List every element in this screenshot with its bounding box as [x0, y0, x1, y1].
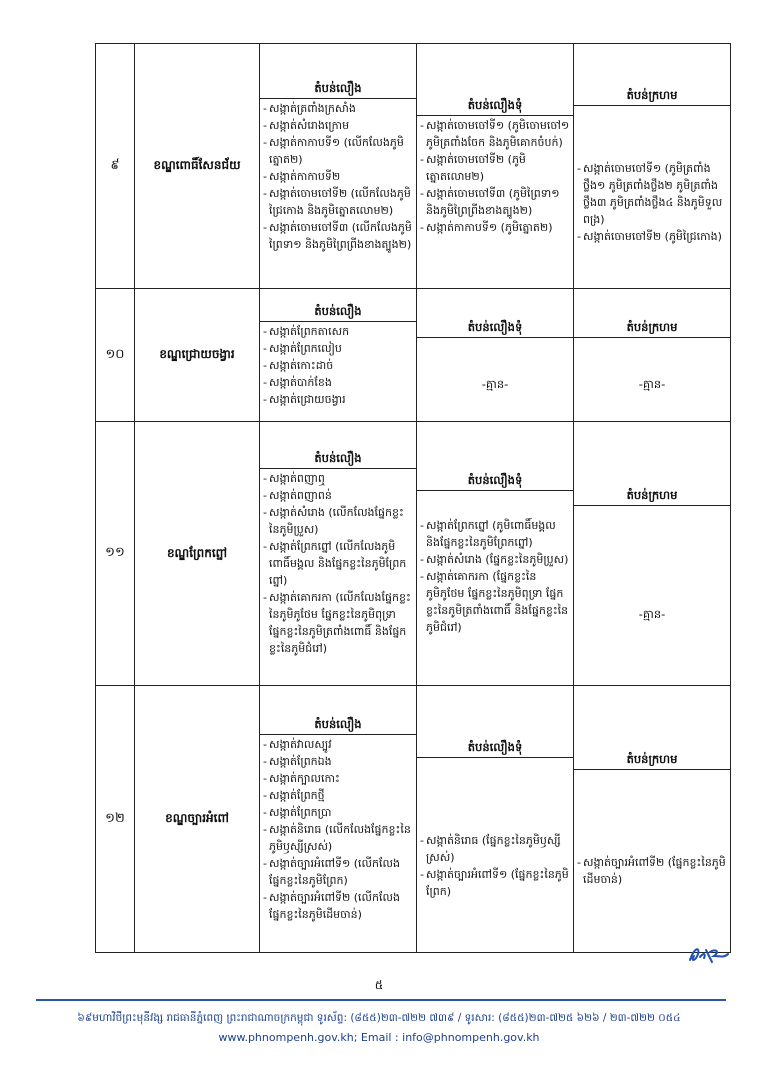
list-item: - សង្កាត់កាកាបទី១ (លើកលែងភូមិត្នោត២)	[263, 134, 413, 168]
list-item: - សង្កាត់ពញាពន់	[263, 487, 413, 504]
yellow-zone-header: តំបន់លឿង	[260, 714, 416, 735]
list-item: - សង្កាត់ចោមចៅទី៣ (ភូមិព្រៃទា១ និងភូមិព្រៃព្រីងខាងត្បូង២)	[420, 185, 570, 219]
district-name: ខណ្ឌច្បារអំពៅ	[135, 686, 260, 953]
dark-yellow-zone-header: តំបន់លឿងទុំ	[417, 317, 573, 338]
list-item: - សង្កាត់ព្រែកព្នៅ (លើកលែងភូមិពោធិ៍មង្គល និងផ្នែកខ្លះនៃភូមិព្រែកព្នៅ)	[263, 538, 413, 589]
list-item: - សង្កាត់ចោមចៅទី១ (ភូមិត្រពាំងថ្លឹង១ ភូមិត្រពាំងថ្លឹង២ ភូមិត្រពាំងថ្លឹង៣ ភូមិត្រពាំងថ្លឹង៤ និងភូមិទួលពង្រ)	[577, 160, 727, 228]
list-item: - សង្កាត់ច្បារអំពៅទី២ (លើកលែងផ្នែកខ្លះនៃភូមិដើមចាន់)	[263, 889, 413, 923]
yellow-zone-header: តំបន់លឿង	[260, 301, 416, 322]
list-item: - សង្កាត់ព្រែកថ្មី	[263, 787, 413, 804]
district-name: ខណ្ឌពោធិ៍សែនជ័យ	[135, 44, 260, 289]
district-name: ខណ្ឌព្រែកព្នៅ	[135, 422, 260, 686]
page-number: ៥	[374, 978, 384, 992]
list-item: - សង្កាត់សំរោង (ផ្នែកខ្លះនៃភូមិប្រួស)	[420, 551, 570, 568]
table-row	[96, 44, 731, 289]
red-zone-header: តំបន់ក្រហម	[574, 749, 730, 770]
list-item: - សង្កាត់កាកាបទី២	[263, 168, 413, 185]
dark-yellow-zone-list	[417, 116, 573, 238]
dark-yellow-zone-header: តំបន់លឿងទុំ	[417, 737, 573, 758]
red-zone-cell	[574, 44, 731, 289]
footer-contact: www.phnompenh.gov.kh; Email : info@phnompenh.gov.kh	[218, 1031, 540, 1044]
dark-yellow-zone-header: តំបន់លឿងទុំ	[417, 95, 573, 116]
row-number: ១០	[96, 289, 135, 422]
list-item: - សង្កាត់ចោមចៅទី២ (ភូមិជ្រៃកោង)	[577, 228, 727, 245]
red-zone-header: តំបន់ក្រហម	[574, 485, 730, 506]
list-item: - សង្កាត់កោះដាច់	[263, 357, 413, 374]
dark-yellow-zone-header: តំបន់លឿងទុំ	[417, 470, 573, 491]
list-item: - សង្កាត់គោករកា (ផ្នែកខ្លះនៃភូមិភូថែម ផ្នែកខ្លះនៃភូមិពុទ្រា ផ្នែកខ្លះនៃភូមិត្រពាំងពោធិ៍ និងផ្នែកខ្លះនៃភូមិជំរៅ)	[420, 568, 570, 636]
none-label: -គ្មាន-	[638, 377, 666, 391]
table-row	[96, 422, 731, 686]
list-item: - សង្កាត់កាកាបទី១ (ភូមិត្នោត២)	[420, 219, 570, 236]
list-item: - សង្កាត់និរោធ (ផ្នែកខ្លះនៃភូមិឫស្សីស្រស់)	[420, 832, 570, 866]
list-item: - សង្កាត់ពញាឮ	[263, 470, 413, 487]
yellow-zone-list	[260, 99, 416, 255]
yellow-zone-header: តំបន់លឿង	[260, 448, 416, 469]
dark-yellow-zone-cell	[417, 422, 574, 686]
list-item: - សង្កាត់ចោមចៅទី១ (ភូមិចោមចៅ១ ភូមិត្រពាំងចែក និងភូមិគោកចំបក់)	[420, 117, 570, 151]
yellow-zone-cell	[260, 422, 417, 686]
district-name: ខណ្ឌជ្រោយចង្វារ	[135, 289, 260, 422]
list-item: - សង្កាត់គោករកា (លើកលែងផ្នែកខ្លះនៃភូមិភូថែម ផ្នែកខ្លះនៃភូមិពុទ្រា ផ្នែកខ្លះនៃភូមិត្រពាំងពោធិ៍ និងផ្នែកខ្លះនៃភូមិជំរៅ)	[263, 589, 413, 657]
list-item: - សង្កាត់សំរោងក្រោម	[263, 117, 413, 134]
yellow-zone-list	[260, 735, 416, 925]
table-row	[96, 686, 731, 953]
yellow-zone-cell	[260, 289, 417, 422]
list-item: - សង្កាត់ត្រពាំងក្រសាំង	[263, 100, 413, 117]
yellow-zone-cell	[260, 44, 417, 289]
yellow-zone-list	[260, 322, 416, 410]
yellow-zone-cell	[260, 686, 417, 953]
row-number: ១២	[96, 686, 135, 953]
list-item: - សង្កាត់ព្រែកឯង	[263, 753, 413, 770]
footer-divider	[36, 999, 726, 1001]
list-item: - សង្កាត់និរោធ (លើកលែងផ្នែកខ្លះនៃភូមិឫស្សីស្រស់)	[263, 821, 413, 855]
dark-yellow-zone-list	[417, 491, 573, 638]
row-number: ១១	[96, 422, 135, 686]
yellow-zone-header: តំបន់លឿង	[260, 78, 416, 99]
zone-table	[95, 43, 731, 953]
red-zone-cell	[574, 289, 731, 422]
none-label: -គ្មាន-	[481, 377, 509, 391]
list-item: - សង្កាត់ព្រែកព្នៅ (ភូមិពោធិ៍មង្គល និងផ្នែកខ្លះនៃភូមិព្រែកព្នៅ)	[420, 517, 570, 551]
list-item: - សង្កាត់ព្រែកតាសេក	[263, 323, 413, 340]
list-item: - សង្កាត់សំរោង (លើកលែងផ្នែកខ្លះនៃភូមិប្រួស)	[263, 504, 413, 538]
red-zone-header: តំបន់ក្រហម	[574, 317, 730, 338]
list-item: - សង្កាត់ក្បាលកោះ	[263, 770, 413, 787]
list-item: - សង្កាត់ជ្រោយចង្វារ	[263, 391, 413, 408]
list-item: - សង្កាត់ព្រែកប្រា	[263, 804, 413, 821]
yellow-zone-list	[260, 469, 416, 659]
signature-initials	[686, 942, 732, 966]
row-number: ៩	[96, 44, 135, 289]
red-zone-header: តំបន់ក្រហម	[574, 85, 730, 106]
list-item: - សង្កាត់ច្បារអំពៅទី១ (ផ្នែកខ្លះនៃភូមិព្រែក)	[420, 866, 570, 900]
list-item: - សង្កាត់បាក់ខែង	[263, 374, 413, 391]
dark-yellow-zone-cell	[417, 686, 574, 953]
list-item: - សង្កាត់ចោមចៅទី២ (លើកលែងភូមិជ្រៃកោង និងភូមិត្នោតលោម២)	[263, 185, 413, 219]
list-item: - សង្កាត់ច្បារអំពៅទី១ (លើកលែងផ្នែកខ្លះនៃភូមិព្រែក)	[263, 855, 413, 889]
list-item: - សង្កាត់ចោមចៅទី៣ (លើកលែងភូមិព្រៃទា១ និងភូមិព្រៃព្រីងខាងត្បូង២)	[263, 219, 413, 253]
dark-yellow-zone-list	[417, 758, 573, 902]
red-zone-cell	[574, 686, 731, 953]
list-item: - សង្កាត់ចោមចៅទី២ (ភូមិត្នោតលោម២)	[420, 151, 570, 185]
list-item: - សង្កាត់ច្បារអំពៅទី២ (ផ្នែកខ្លះនៃភូមិដើមចាន់)	[577, 854, 727, 888]
red-zone-list	[574, 106, 730, 247]
list-item: - សង្កាត់វាលស្បូវ	[263, 736, 413, 753]
none-label: -គ្មាន-	[638, 606, 666, 621]
footer-address: ៦៩មហាវិថីព្រះមុនីវង្ស រាជធានីភ្នំពេញ ព្រះរាជាណាចក្រកម្ពុជា ទូរស័ព្ទ: (៨៥៥)២៣-៧២២ ៧៣៩ / ទូរសារ: (៨៥៥)២៣-៧២៥ ៦២៦ / ២៣-៧២២ ០៥៤	[77, 1012, 681, 1024]
list-item: - សង្កាត់ព្រែកលៀប	[263, 340, 413, 357]
table-row	[96, 289, 731, 422]
red-zone-list	[574, 770, 730, 890]
dark-yellow-zone-cell	[417, 44, 574, 289]
red-zone-cell	[574, 422, 731, 686]
dark-yellow-zone-cell	[417, 289, 574, 422]
